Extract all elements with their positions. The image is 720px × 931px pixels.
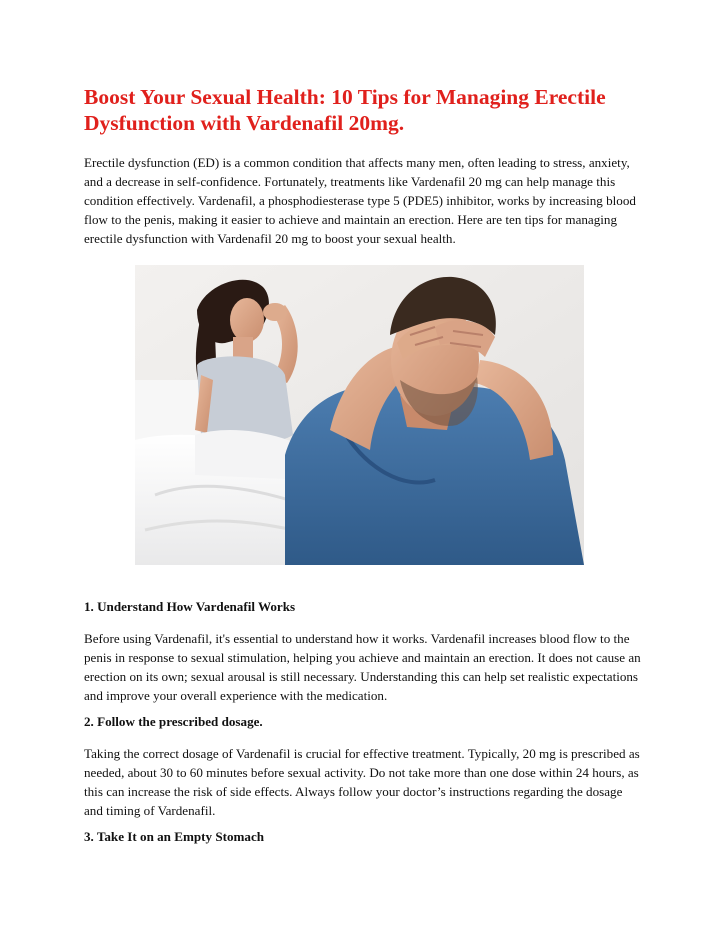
section-body: Before using Vardenafil, it's essential to understand how it works. Vardenafil increases blood flow to the penis in response to sexual stimulation, helping you achieve and maintain an erection. It does not cause an erection on its own; sexual arousal is still necessary. Understanding this can help set realistic expectations and improve your overall experience with the medication. xyxy=(84,631,641,704)
section-heading: 3. Take It on an Empty Stomach xyxy=(84,829,265,844)
section-heading: 2. Follow the prescribed dosage. xyxy=(84,714,263,729)
article-title: Boost Your Sexual Health: 10 Tips for Managing Erectile Dysfunction with Vardenafil 20mg. xyxy=(84,85,606,135)
intro-paragraph: Erectile dysfunction (ED) is a common condition that affects many men, often leading to stress, anxiety, and a decrease in self-confidence. Fortunately, treatments like Vardenafil 20 mg can help manage this condition effectively. Vardenafil, a phosphodiesterase type 5 (PDE5) inhibitor, works by increasing blood flow to the penis, making it easier to achieve and maintain an erection. Here are ten tips for managing erectile dysfunction with Vardenafil 20 mg to boost your sexual health. xyxy=(84,155,636,247)
section-heading: 1. Understand How Vardenafil Works xyxy=(84,599,296,614)
couple-photo xyxy=(135,265,584,565)
section-body: Taking the correct dosage of Vardenafil is crucial for effective treatment. Typically, 20 mg is prescribed as needed, about 30 to 60 minutes before sexual activity. Do not take more than one dose within 24 hours, as this can increase the risk of side effects. Always follow your doctor’s instructions regarding the dosage and timing of Vardenafil. xyxy=(84,746,640,819)
